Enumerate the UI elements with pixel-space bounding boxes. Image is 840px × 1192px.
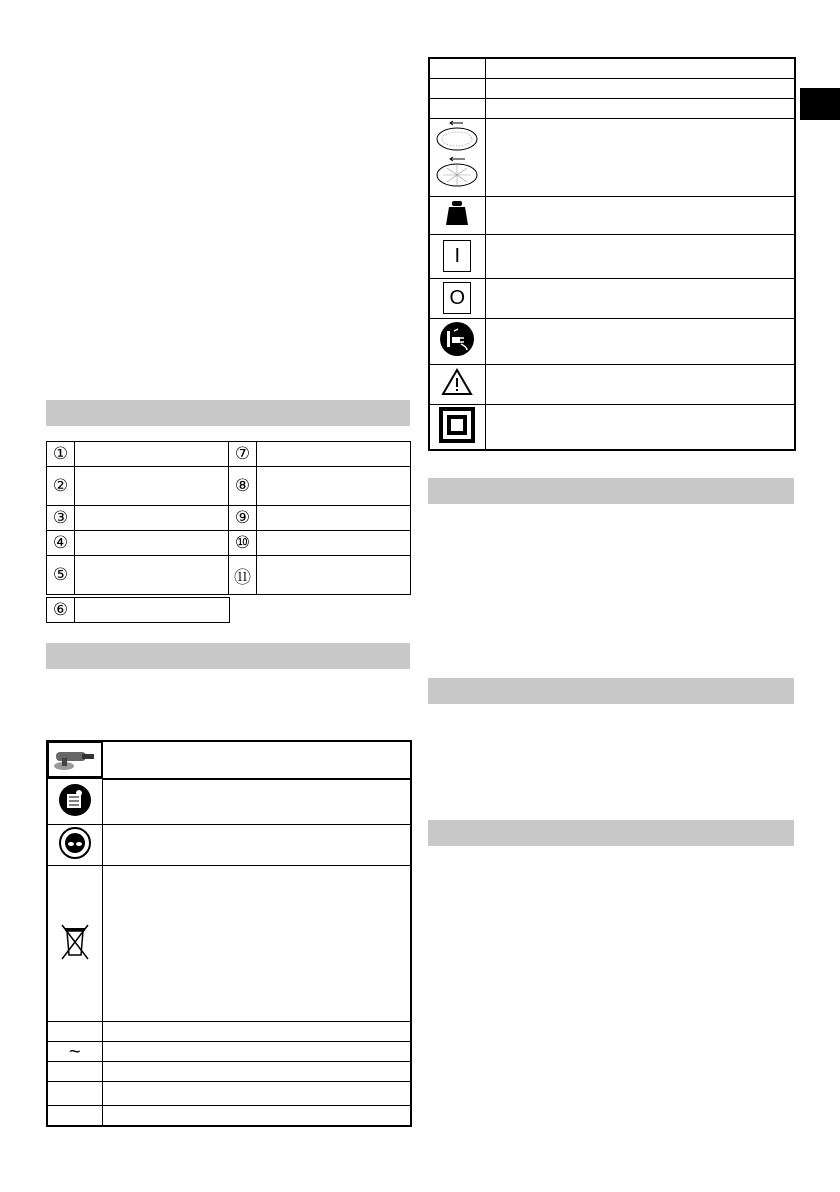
part-number: ④ [47, 531, 75, 556]
part-name [75, 531, 229, 556]
switch-off-label: O [443, 282, 471, 314]
switch-on-label: I [443, 240, 471, 272]
part-name [257, 531, 411, 556]
symbol-description [102, 1082, 411, 1106]
symbol-description [485, 318, 795, 364]
unit-symbol-cell [429, 98, 485, 118]
switch-off-icon [429, 278, 485, 318]
part-name [257, 506, 411, 531]
unit-symbol-cell [429, 78, 485, 98]
part-name [75, 442, 229, 467]
part-name [75, 598, 230, 623]
part-number: ⑦ [229, 442, 257, 467]
part-number: ⑨ [229, 506, 257, 531]
symbol-description [485, 78, 795, 98]
part-number: ⑥ [47, 598, 75, 623]
symbol-description [102, 779, 411, 825]
symbol-description [102, 741, 411, 779]
section-header-bar [428, 678, 794, 704]
symbol-description [485, 58, 795, 78]
symbol-description [102, 1062, 411, 1082]
ac-current-symbol: ~ [47, 1042, 102, 1062]
part-number: ⑤ [47, 556, 75, 595]
weight-icon [429, 196, 485, 234]
parts-table [46, 441, 411, 595]
unplug-icon [429, 318, 485, 364]
unit-symbol-cell [47, 1082, 102, 1106]
symbol-description [102, 1106, 411, 1126]
symbol-description [102, 825, 411, 866]
part-number: ⑪ [229, 556, 257, 595]
eye-protection-icon [47, 825, 102, 866]
unit-symbol-cell [47, 1022, 102, 1042]
part-number: ② [47, 467, 75, 506]
part-number: ① [47, 442, 75, 467]
symbols-table-left [46, 740, 412, 1127]
part-name [75, 556, 229, 595]
part-name [257, 442, 411, 467]
angle-grinder-icon [48, 742, 102, 778]
symbols-table-right [428, 57, 796, 451]
read-manual-icon [47, 779, 102, 825]
part-number: ⑩ [229, 531, 257, 556]
warning-icon [429, 364, 485, 404]
section-header-bar [428, 820, 794, 846]
double-insulation-icon [429, 404, 485, 450]
part-number: ⑧ [229, 467, 257, 506]
part-name [75, 467, 229, 506]
symbol-description [485, 118, 795, 196]
section-header-bar [428, 478, 794, 504]
language-tab[interactable] [800, 88, 840, 120]
disc-direction-icon [429, 118, 485, 196]
parts-table-last-row [46, 597, 230, 623]
part-name [75, 506, 229, 531]
symbol-description [485, 278, 795, 318]
part-name [257, 467, 411, 506]
crossed-bin-icon [47, 866, 102, 1022]
part-name [257, 556, 411, 595]
symbol-description [102, 1022, 411, 1042]
symbol-description [485, 98, 795, 118]
symbol-description [485, 234, 795, 278]
switch-on-icon [429, 234, 485, 278]
unit-symbol-cell [47, 1106, 102, 1126]
symbol-description [485, 196, 795, 234]
unit-symbol-cell [47, 1062, 102, 1082]
part-number: ③ [47, 506, 75, 531]
symbol-description [102, 1042, 411, 1062]
symbol-description [485, 404, 795, 450]
symbol-description [102, 866, 411, 1022]
symbol-description [485, 364, 795, 404]
section-header-bar [46, 400, 410, 426]
unit-symbol-cell [429, 58, 485, 78]
section-header-bar [46, 643, 410, 669]
